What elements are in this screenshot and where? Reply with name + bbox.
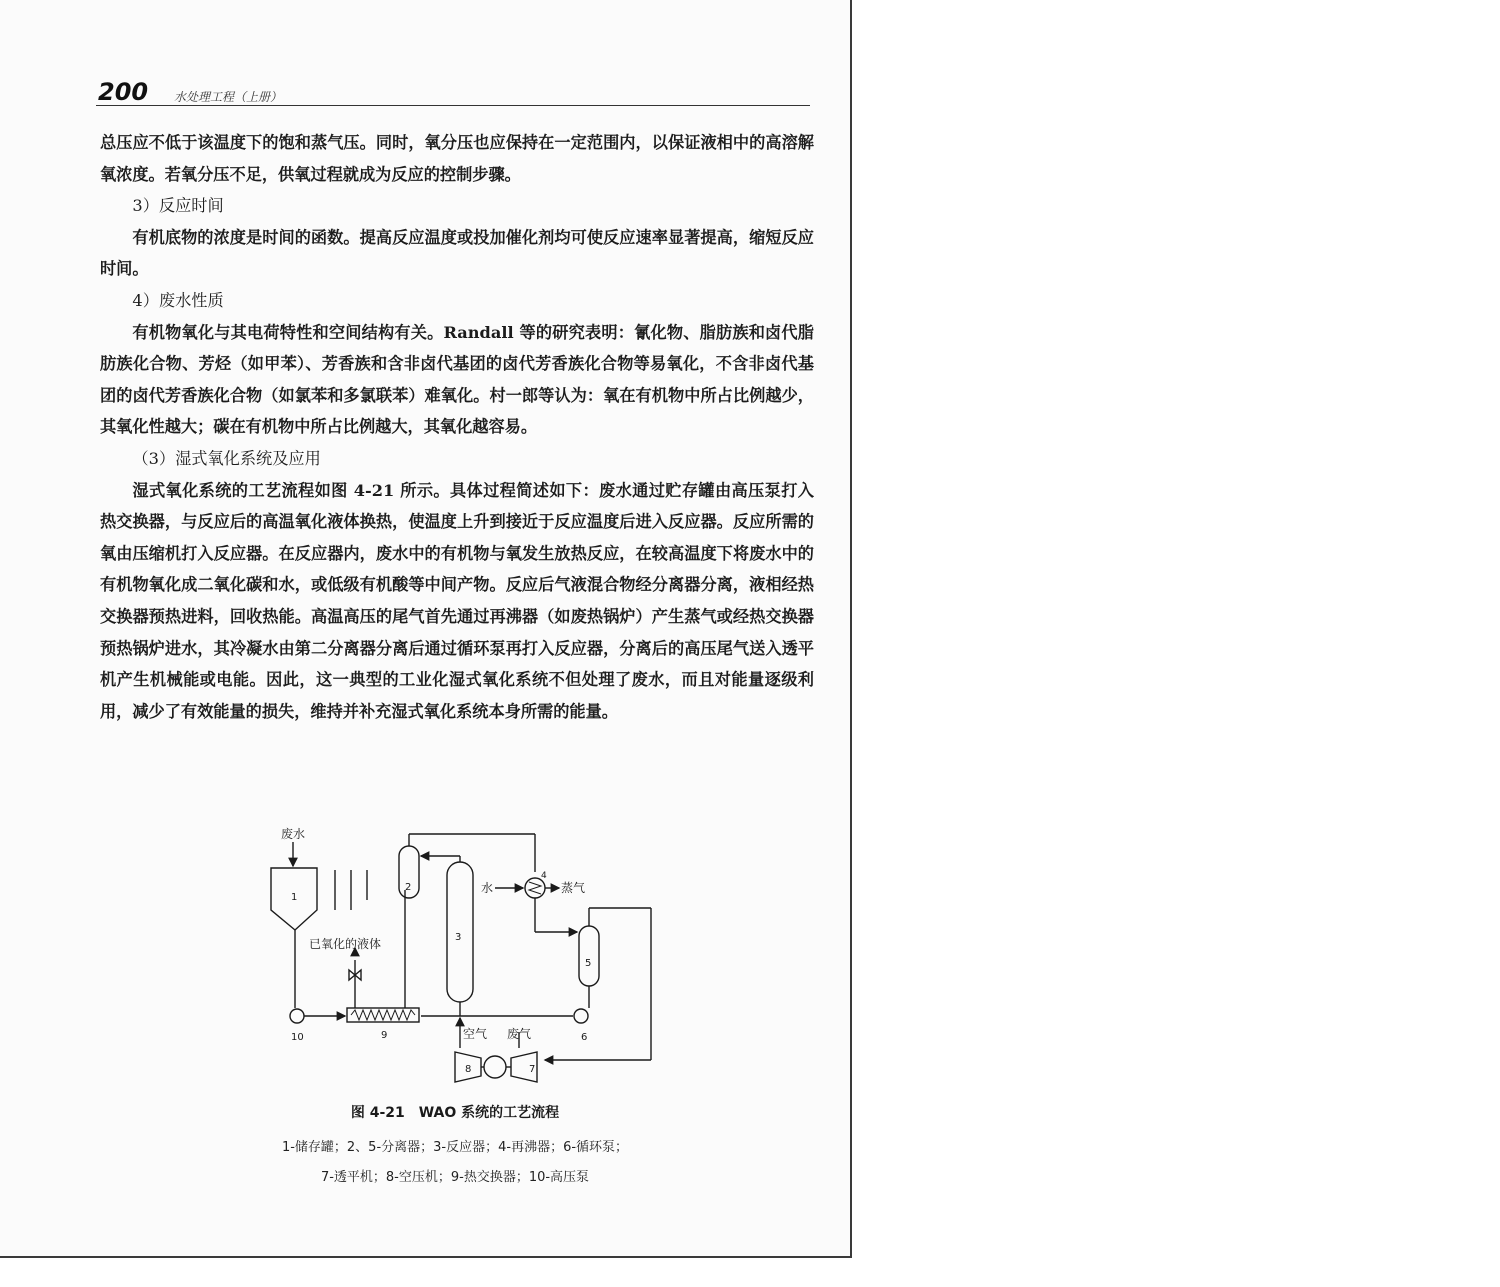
oxidized-liquid-label: 已氧化的液体 bbox=[309, 937, 382, 951]
paragraph: 有机物氧化与其电荷特性和空间结构有关。Randall 等的研究表明：氰化物、脂肪族和卤代脂肪族化合物、芳烃（如甲苯）、芳香族和含非卤代基团的卤代芳香族化合物等易氧化，不含非卤代基团的卤代芳香族化合物（如氯苯和多氯联苯）难氧化。村一郎等认为：氧在有机物中所占比例越少，其氧化性越大；碳在有机物中所占比例越大，其氧化越容易。 bbox=[100, 322, 814, 437]
running-title: 水处理工程（上册） bbox=[174, 90, 283, 104]
number-label: 1 bbox=[291, 892, 298, 903]
page-header bbox=[98, 78, 810, 108]
number-label: 10 bbox=[291, 1032, 304, 1043]
number-label: 8 bbox=[465, 1064, 472, 1075]
subheading: 4）废水性质 bbox=[132, 290, 224, 310]
number-label: 5 bbox=[585, 958, 592, 969]
circulation-pump bbox=[574, 1009, 588, 1023]
number-label: 9 bbox=[381, 1030, 388, 1041]
exhaust-label: 废气 bbox=[507, 1027, 532, 1041]
number-label: 4 bbox=[541, 871, 547, 881]
section-heading: （3）湿式氧化系统及应用 bbox=[132, 448, 321, 468]
paragraph: 有机底物的浓度是时间的函数。提高反应温度或投加催化剂均可使反应速率显著提高，缩短反应时间。 bbox=[100, 227, 814, 279]
number-label: 7 bbox=[529, 1064, 536, 1075]
high-pressure-pump bbox=[290, 1009, 304, 1023]
header-rule bbox=[96, 105, 810, 106]
paragraph: 湿式氧化系统的工艺流程如图 4-21 所示。具体过程简述如下：废水通过贮存罐由高压泵打入热交换器，与反应后的高温氧化液体换热，使温度上升到接近于反应温度后进入反应器。反应所需的氧由压缩机打入反应器。在反应器内，废水中的有机物与氧发生放热反应，在较高温度下将废水中的有机物氧化成二氧化碳和水，或低级有机酸等中间产物。反应后气液混合物经分离器分离，液相经热交换器预热进料，回收热能。高温高压的尾气首先通过再沸器（如废热锅炉）产生蒸气或经热交换器预热锅炉进水，其冷凝水由第二分离器分离后通过循环泵再打入反应器，分离后的高压尾气送入透平机产生机械能或电能。因此，这一典型的工业化湿式氧化系统不但处理了废水，而且对能量逐级利用，减少了有效能量的损失，维持并补充湿式氧化系统本身所需的能量。 bbox=[100, 480, 814, 721]
motor bbox=[484, 1056, 506, 1078]
page-number: 200 bbox=[98, 78, 149, 106]
process-flow-diagram bbox=[255, 820, 675, 1095]
wastewater-label: 废水 bbox=[281, 827, 306, 841]
process-flow-svg bbox=[255, 820, 675, 1095]
figure-legend-line: 7-透平机；8-空压机；9-热交换器；10-高压泵 bbox=[320, 1170, 590, 1185]
reboiler-coil bbox=[529, 882, 541, 894]
number-label: 3 bbox=[455, 932, 462, 943]
number-label: 6 bbox=[581, 1032, 588, 1043]
steam-label: 蒸气 bbox=[561, 881, 586, 895]
figure-legend-line: 1-储存罐；2、5-分离器；3-反应器；4-再沸器；6-循环泵； bbox=[281, 1140, 629, 1155]
body-text bbox=[100, 127, 814, 727]
subheading: 3）反应时间 bbox=[132, 196, 224, 216]
water-label: 水 bbox=[481, 881, 494, 895]
figure-caption: 图 4-21 WAO 系统的工艺流程 bbox=[350, 1105, 560, 1121]
number-label: 2 bbox=[405, 882, 412, 893]
paragraph: 总压应不低于该温度下的饱和蒸气压。同时，氧分压也应保持在一定范围内，以保证液相中的高溶解氧浓度。若氧分压不足，供氧过程就成为反应的控制步骤。 bbox=[100, 133, 814, 184]
heat-exchanger-coil bbox=[351, 1010, 415, 1020]
air-label: 空气 bbox=[463, 1027, 488, 1041]
separator-5 bbox=[579, 926, 599, 986]
